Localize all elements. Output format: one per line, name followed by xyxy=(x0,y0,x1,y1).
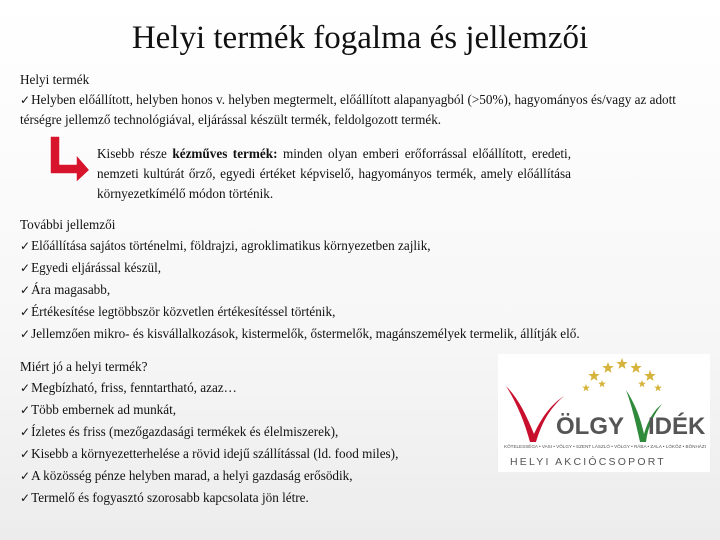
section-further-features xyxy=(20,214,715,345)
list-item-text: Jellemzően mikro- és kisvállalkozások, kistermelők, őstermelők, magánszemélyek termelik, állítják elő. xyxy=(31,326,580,341)
list-item xyxy=(20,443,510,465)
bullet-list xyxy=(20,235,715,345)
list-item xyxy=(20,399,510,421)
handicraft-note: Kisebb része kézműves termék: minden olyan emberi erőforrással előállított, eredeti, nemzeti kultúrát őrző, egyedi értéket képviselő, hagyományos termék, amely előállítása környezetkímélő módon történik. xyxy=(97,146,571,201)
list-item xyxy=(20,301,715,323)
list-item-text: A közösség pénze helyben marad, a helyi gazdaság erősödik, xyxy=(31,468,353,483)
list-item xyxy=(20,465,510,487)
check-icon: ✓ xyxy=(20,447,31,461)
list-item xyxy=(20,279,715,301)
list-item-text: Ízletes és friss (mezőgazdasági termékek és élelmiszerek), xyxy=(31,424,339,439)
check-icon: ✓ xyxy=(20,93,31,107)
list-item-text: Egyedi eljárással készül, xyxy=(31,260,162,275)
volgyvidek-logo xyxy=(498,354,710,472)
logo-tagline: KÖTELESSÉGA • VASI • VÖLGY • SZENT LÁSZLÓ • VÖLGY • RÁBA • ZALA • LÓKÖZ • BÖNHÁZI xyxy=(504,444,706,449)
logo-name-left: ÖLGY xyxy=(556,413,625,440)
check-icon: ✓ xyxy=(20,469,31,483)
check-icon: ✓ xyxy=(20,327,31,341)
list-item-text: Értékesítése legtöbbször közvetlen értékesítéssel történik, xyxy=(31,304,336,319)
list-item xyxy=(20,421,510,443)
list-item xyxy=(20,487,510,509)
section-heading: További jellemzői xyxy=(20,217,116,232)
check-icon: ✓ xyxy=(20,305,31,319)
logo-name-right: IDÉK xyxy=(648,413,706,440)
list-item xyxy=(20,235,715,257)
logo-subtitle: HELYI AKCIÓCSOPORT xyxy=(510,456,666,468)
page-title: Helyi termék fogalma és jellemzői xyxy=(131,20,589,56)
red-arrow-icon xyxy=(46,134,92,184)
check-icon: ✓ xyxy=(20,491,31,505)
check-icon: ✓ xyxy=(20,381,31,395)
check-icon: ✓ xyxy=(20,283,31,297)
bold-term: kézműves termék: xyxy=(172,146,278,161)
check-icon: ✓ xyxy=(20,239,31,253)
list-item-text: Kisebb a környezetterhelése a rövid idejű szállítással (ld. food miles), xyxy=(31,446,399,461)
bullet-list xyxy=(20,377,510,509)
list-item-text: Megbízható, friss, fenntartható, azaz… xyxy=(31,380,237,395)
list-item-text: Ára magasabb, xyxy=(31,282,111,297)
list-item xyxy=(20,323,715,345)
check-icon: ✓ xyxy=(20,403,31,417)
section-heading: Miért jó a helyi termék? xyxy=(20,359,148,374)
list-item xyxy=(20,377,510,399)
list-item: ✓Helyben előállított, helyben honos v. helyben megtermelt, előállított alapanyagból (>50%), hagyományos és/vagy az adott térségre jellemző technológiával, eljárással készült termék, feldolgozott termék. xyxy=(20,92,676,127)
list-item-text: Több embernek ad munkát, xyxy=(31,402,177,417)
check-icon: ✓ xyxy=(20,261,31,275)
section-heading: Helyi termék xyxy=(20,72,90,87)
list-item-text: Termelő és fogyasztó szorosabb kapcsolata jön létre. xyxy=(31,490,309,505)
section-local-product xyxy=(20,69,712,130)
list-item-text: Előállítása sajátos történelmi, földrajzi, agroklimatikus környezetben zajlik, xyxy=(31,238,431,253)
section-why-good xyxy=(20,356,510,509)
check-icon: ✓ xyxy=(20,425,31,439)
list-item xyxy=(20,257,715,279)
